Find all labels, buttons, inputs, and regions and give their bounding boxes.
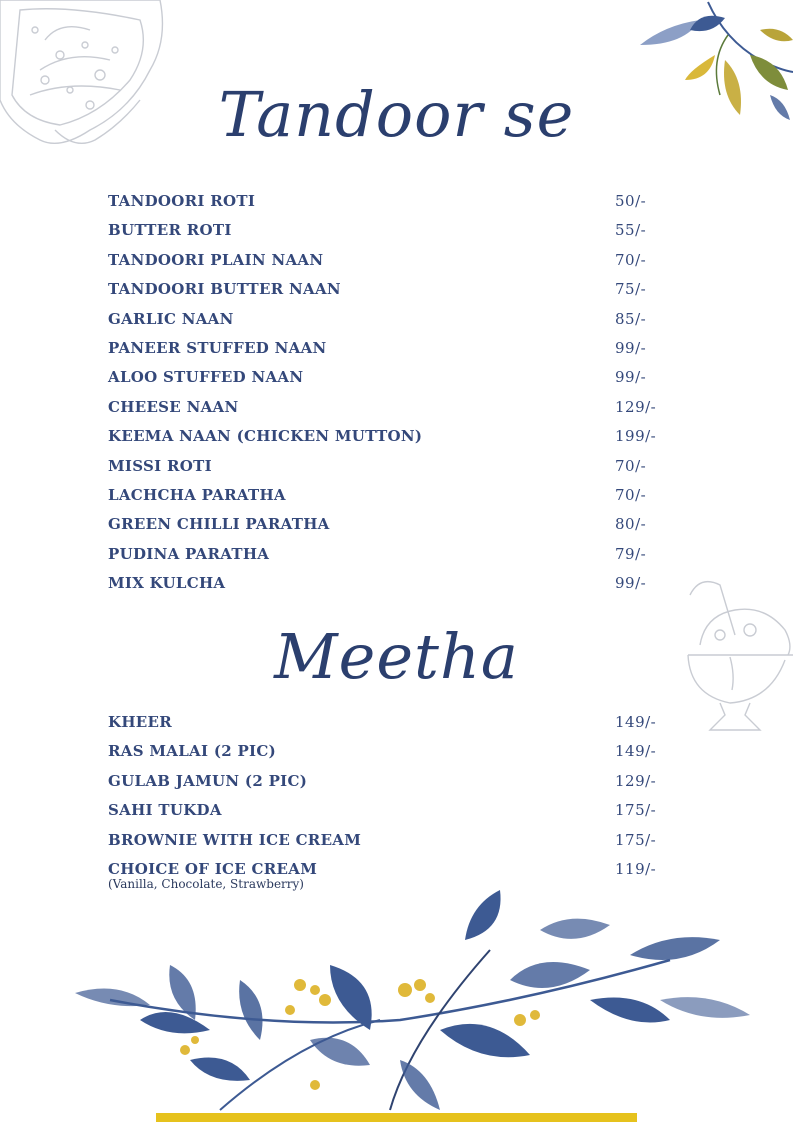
- item-name: KHEER: [108, 713, 173, 731]
- item-price: 175/-: [615, 830, 657, 849]
- menu-item: [108, 831, 668, 860]
- item-price: 129/-: [615, 397, 657, 416]
- menu-item: [108, 772, 668, 801]
- menu-item: [108, 486, 668, 515]
- menu-item: [108, 457, 668, 486]
- section-title-tandoor: Tandoor se: [218, 78, 575, 151]
- item-price: 70/-: [615, 485, 647, 504]
- item-name: KEEMA NAAN (CHICKEN MUTTON): [108, 427, 423, 446]
- menu-item: [108, 860, 668, 889]
- item-price: 129/-: [615, 771, 657, 790]
- item-name: TANDOORI PLAIN NAAN: [108, 250, 324, 269]
- menu-item: [108, 310, 668, 339]
- item-name: TANDOORI ROTI: [108, 192, 256, 210]
- item-name: GULAB JAMUN (2 PIC): [108, 771, 308, 790]
- menu-list-tandoor: [108, 192, 668, 603]
- item-name: TANDOORI BUTTER NAAN: [108, 280, 341, 299]
- item-name: CHOICE OF ICE CREAM: [108, 859, 318, 878]
- item-price: 70/-: [615, 456, 647, 475]
- floral-branch-icon: [70, 890, 760, 1122]
- item-name: PUDINA PARATHA: [108, 544, 270, 563]
- menu-item: [108, 251, 668, 280]
- item-name: LACHCHA PARATHA: [108, 485, 286, 504]
- menu-item: [108, 368, 668, 397]
- item-price: 55/-: [615, 221, 647, 240]
- item-price: 75/-: [615, 280, 647, 299]
- item-name: BUTTER ROTI: [108, 221, 232, 240]
- menu-item: [108, 574, 668, 603]
- item-price: 199/-: [615, 427, 657, 446]
- item-price: 149/-: [615, 742, 657, 761]
- item-name: SAHI TUKDA: [108, 801, 222, 820]
- item-price: 99/-: [615, 368, 647, 387]
- menu-item: [108, 545, 668, 574]
- menu-item: [108, 713, 668, 742]
- item-price: 175/-: [615, 801, 657, 820]
- item-price: 50/-: [615, 192, 647, 210]
- menu-item: [108, 427, 668, 456]
- item-price: 119/-: [615, 859, 657, 878]
- item-name: MIX KULCHA: [108, 574, 226, 593]
- item-price: 99/-: [615, 574, 647, 593]
- menu-item: [108, 398, 668, 427]
- menu-item: [108, 801, 668, 830]
- item-name: GREEN CHILLI PARATHA: [108, 515, 330, 534]
- item-note: (Vanilla, Chocolate, Strawberry): [108, 876, 304, 891]
- item-name: CHEESE NAAN: [108, 397, 239, 416]
- menu-item: [108, 339, 668, 368]
- item-name: MISSI ROTI: [108, 456, 212, 475]
- menu-item: [108, 221, 668, 250]
- menu-item: [108, 192, 668, 221]
- item-name: RAS MALAI (2 PIC): [108, 742, 277, 761]
- menu-item: [108, 280, 668, 309]
- item-price: 149/-: [615, 713, 657, 731]
- footer-accent-bar: [156, 1113, 637, 1122]
- item-price: 70/-: [615, 250, 647, 269]
- section-title-meetha: Meetha: [274, 620, 519, 693]
- item-price: 79/-: [615, 544, 647, 563]
- item-price: 99/-: [615, 338, 647, 357]
- menu-item: [108, 742, 668, 771]
- item-price: 85/-: [615, 309, 647, 328]
- item-name: BROWNIE WITH ICE CREAM: [108, 830, 362, 849]
- menu-item: [108, 515, 668, 544]
- item-price: 80/-: [615, 515, 647, 534]
- item-name: PANEER STUFFED NAAN: [108, 338, 327, 357]
- item-name: GARLIC NAAN: [108, 309, 234, 328]
- menu-list-meetha: [108, 713, 668, 889]
- item-name: ALOO STUFFED NAAN: [108, 368, 304, 387]
